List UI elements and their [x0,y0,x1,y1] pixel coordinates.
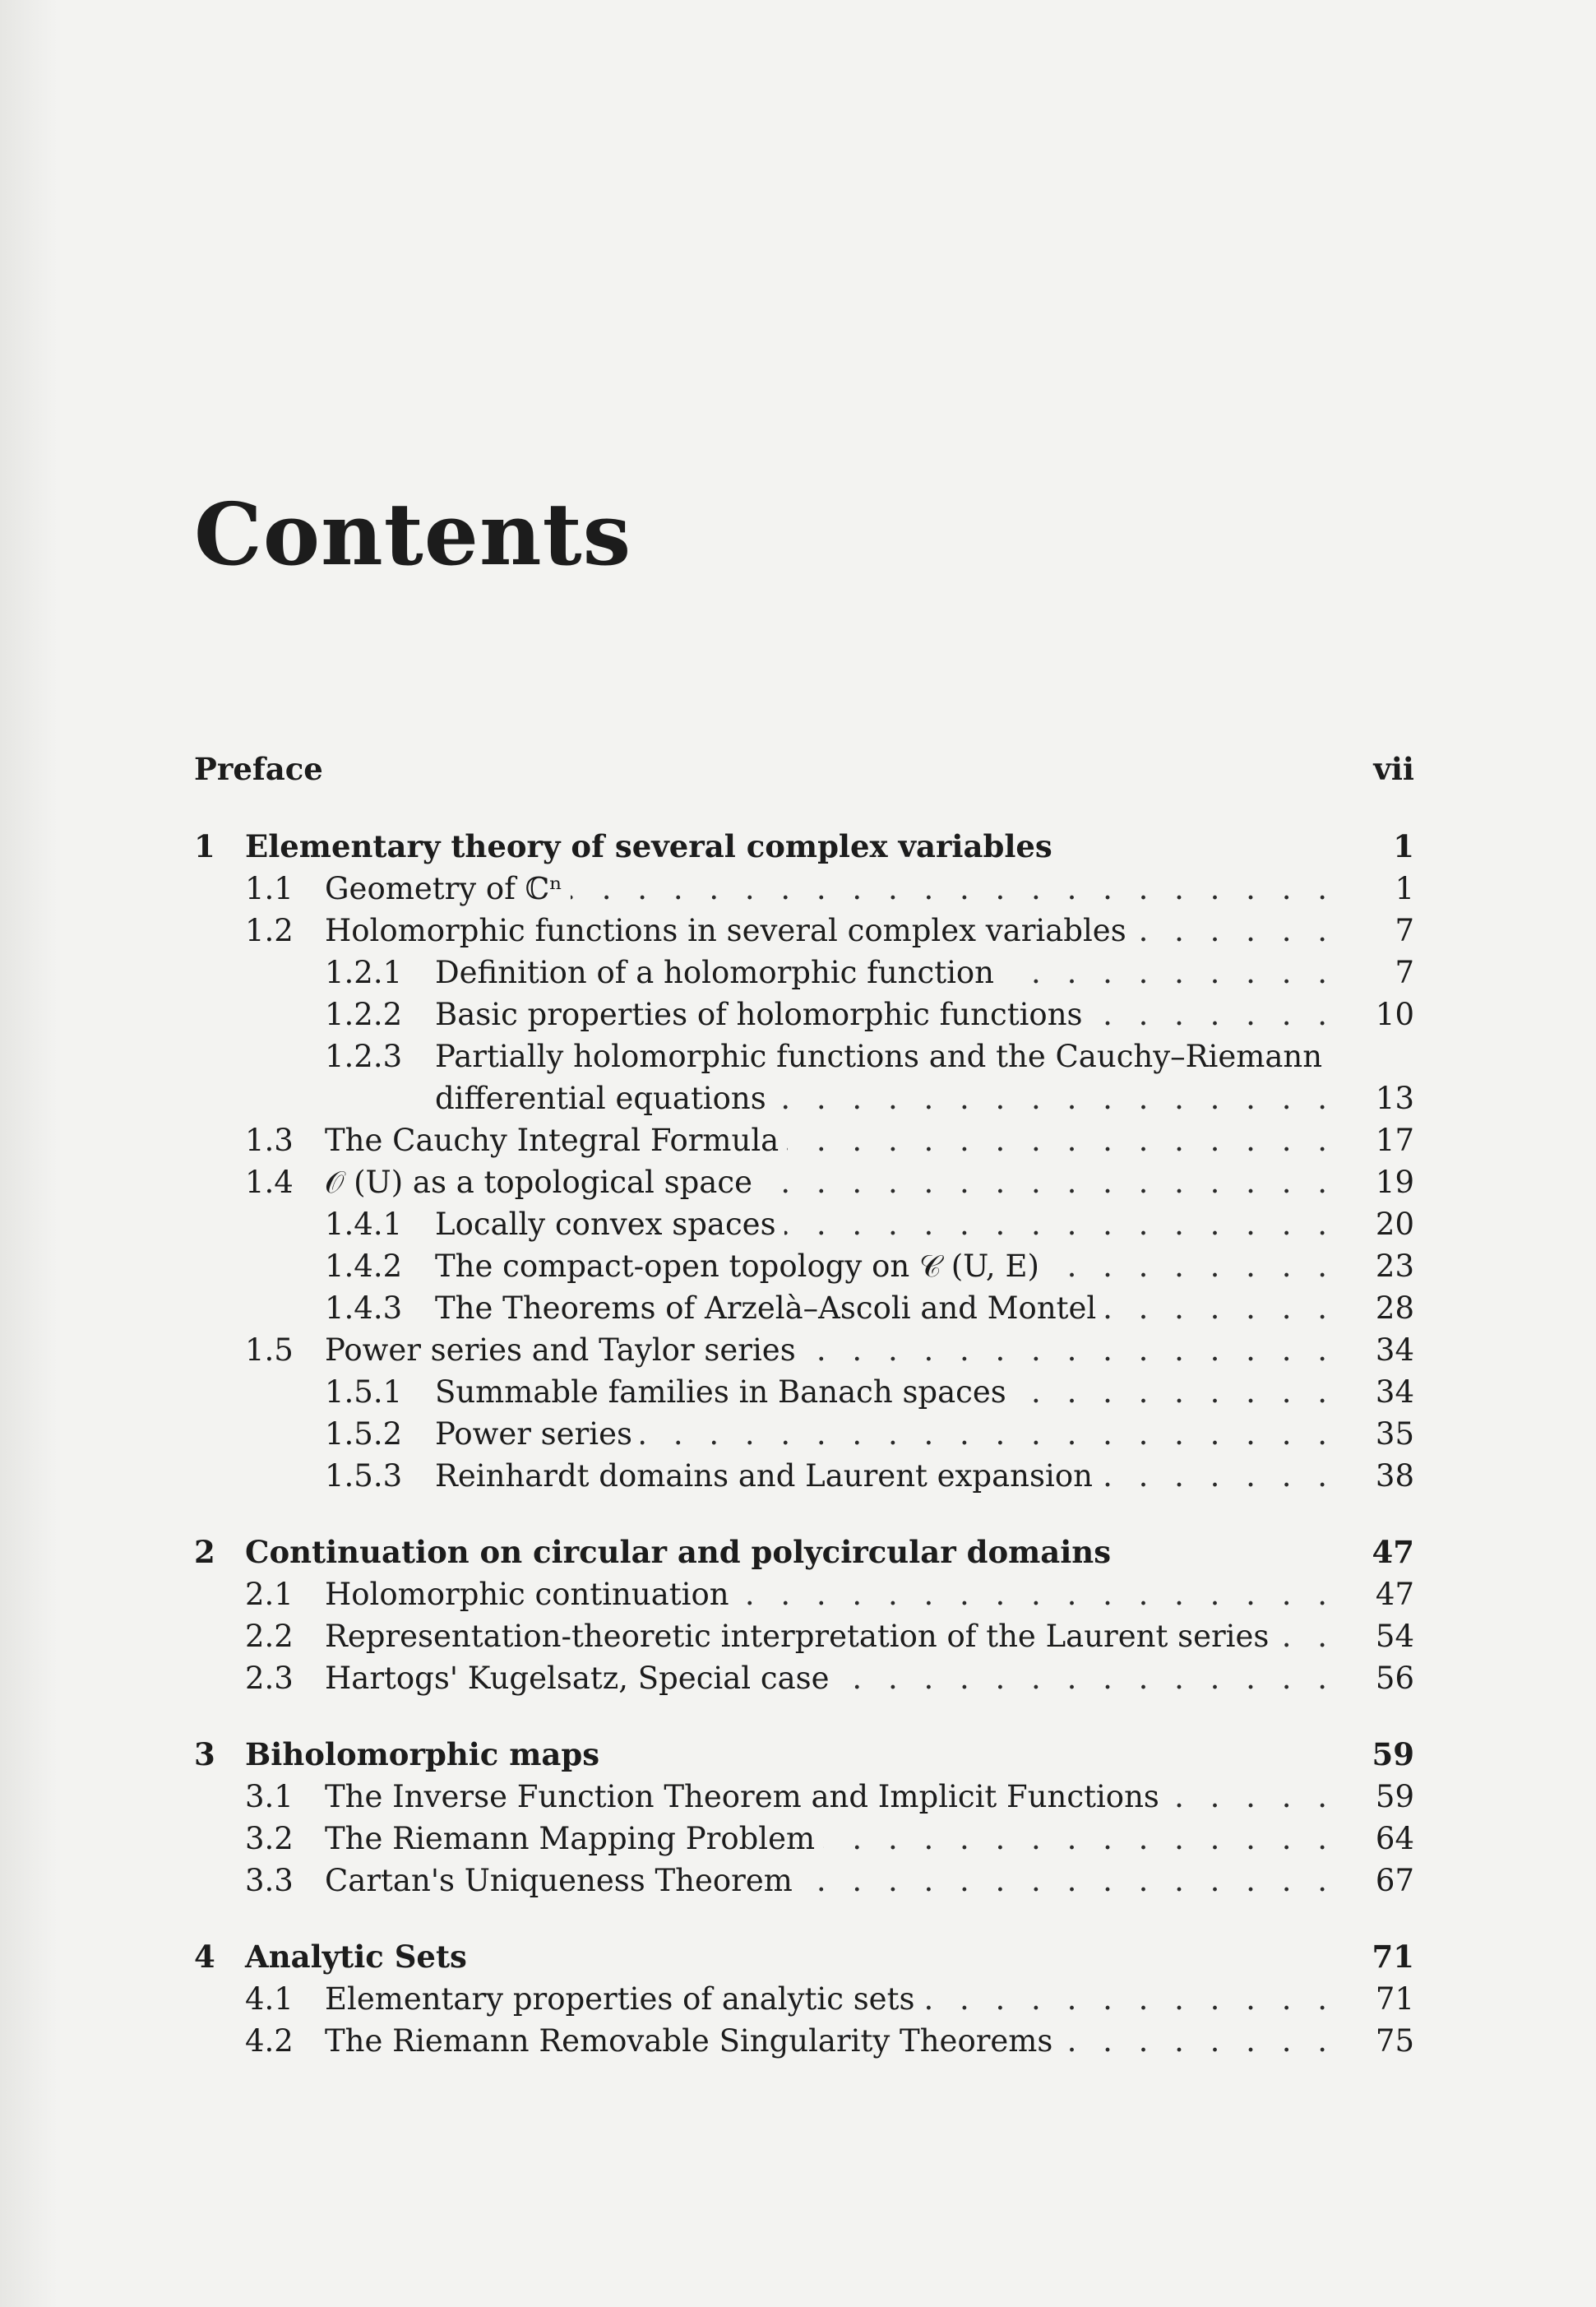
subsection-number: 1.2.2 [325,997,403,1032]
subsection-page: 23 [1375,1248,1414,1284]
page-title: Contents [194,484,632,585]
chapter-page: 59 [1372,1736,1414,1772]
dot-leader [801,1860,1335,1902]
section-page: 47 [1375,1577,1414,1612]
dot-leader [1091,994,1335,1035]
dot-leader [787,1119,1335,1161]
toc-section-2-1[interactable] [194,1573,1414,1615]
subsection-title: Definition of a holomorphic function [435,955,995,990]
subsection-page: 38 [1375,1458,1414,1494]
toc-subsection-1-4-1[interactable] [194,1203,1414,1245]
dot-leader [641,1413,1335,1455]
section-number: 1.3 [245,1123,294,1158]
toc-subsection-1-2-3[interactable] [194,1035,1414,1077]
toc-subsection-1-5-3[interactable] [194,1455,1414,1497]
section-title: Elementary properties of analytic sets [325,1981,915,2017]
section-title: Representation-theoretic interpretation of the Laurent series [325,1619,1270,1654]
section-page: 17 [1375,1123,1414,1158]
dot-leader [804,1329,1335,1371]
section-title: 𝒪 (U) as a topological space [325,1165,752,1200]
section-title: The Riemann Removable Singularity Theorems [325,2023,1053,2059]
toc-section-2-2[interactable] [194,1615,1414,1657]
toc-subsection-1-2-3-continued[interactable] [194,1077,1414,1119]
dot-leader [1002,952,1335,994]
subsection-number: 1.4.1 [325,1207,403,1242]
subsection-number: 1.4.3 [325,1290,403,1326]
subsection-title: Summable families in Banach spaces [435,1374,1006,1410]
toc-subsection-1-4-2[interactable] [194,1245,1414,1287]
section-page: 54 [1375,1619,1414,1654]
subsection-number: 1.2.3 [325,1039,403,1074]
toc-preface-title: Preface [194,751,323,787]
subsection-page: 35 [1375,1416,1414,1452]
section-page: 64 [1375,1821,1414,1856]
section-title: Power series and Taylor series [325,1332,796,1368]
subsection-title-continued: differential equations [435,1081,766,1116]
dot-leader [923,1978,1335,2020]
chapter-title: Biholomorphic maps [245,1736,600,1772]
toc-chapter-3[interactable] [194,1734,1414,1776]
section-number: 3.1 [245,1779,294,1814]
dot-leader [784,1203,1335,1245]
subsection-number: 1.5.3 [325,1458,403,1494]
toc-subsection-1-4-3[interactable] [194,1287,1414,1329]
dot-leader [571,868,1335,910]
section-page: 34 [1375,1332,1414,1368]
section-title: The Cauchy Integral Formula [325,1123,779,1158]
section-page: 75 [1375,2023,1414,2059]
section-title: Cartan's Uniqueness Theorem [325,1863,793,1898]
dot-leader [1277,1615,1335,1657]
dot-leader [1048,1245,1335,1287]
toc-section-2-3[interactable] [194,1657,1414,1699]
dot-leader [838,1657,1335,1699]
section-title: The Inverse Function Theorem and Implicit Functions [325,1779,1159,1814]
subsection-title: Partially holomorphic functions and the Cauchy–Riemann [435,1039,1323,1074]
subsection-number: 1.2.1 [325,955,403,990]
toc-subsection-1-5-1[interactable] [194,1371,1414,1413]
subsection-title: The compact-open topology on 𝒞 (U, E) [435,1248,1039,1284]
section-title: The Riemann Mapping Problem [325,1821,816,1856]
section-number: 2.3 [245,1661,294,1696]
toc-subsection-1-5-2[interactable] [194,1413,1414,1455]
toc-preface[interactable] [194,748,1414,790]
section-page: 71 [1375,1981,1414,2017]
subsection-number: 1.4.2 [325,1248,403,1284]
subsection-title: Basic properties of holomorphic functions [435,997,1083,1032]
toc-section-1-4[interactable] [194,1161,1414,1203]
section-number: 1.1 [245,871,294,906]
dot-leader [775,1077,1335,1119]
chapter-title: Continuation on circular and polycircular domains [245,1534,1112,1570]
chapter-number: 1 [194,828,215,864]
section-number: 4.1 [245,1981,294,2017]
chapter-number: 3 [194,1736,215,1772]
subsection-page: 10 [1375,997,1414,1032]
section-page: 56 [1375,1661,1414,1696]
dot-leader [761,1161,1335,1203]
toc-chapter-1[interactable] [194,826,1414,868]
dot-leader [1101,1455,1335,1497]
toc-section-3-3[interactable] [194,1860,1414,1902]
subsection-title: Reinhardt domains and Laurent expansion [435,1458,1093,1494]
section-number: 2.2 [245,1619,294,1654]
chapter-page: 47 [1372,1534,1414,1570]
section-title: Geometry of ℂⁿ [325,871,563,906]
dot-leader [1104,1287,1335,1329]
chapter-page: 71 [1372,1939,1414,1975]
toc-preface-page: vii [1373,751,1414,787]
subsection-page: 34 [1375,1374,1414,1410]
subsection-title: The Theorems of Arzelà–Ascoli and Montel [435,1290,1097,1326]
toc-chapter-4[interactable] [194,1936,1414,1978]
section-page: 59 [1375,1779,1414,1814]
section-number: 2.1 [245,1577,294,1612]
section-number: 4.2 [245,2023,294,2059]
toc-subsection-1-2-2[interactable] [194,994,1414,1035]
subsection-page: 7 [1395,955,1414,990]
toc-subsection-1-2-1[interactable] [194,952,1414,994]
toc-section-1-2[interactable] [194,910,1414,952]
dot-leader [1015,1371,1335,1413]
section-title: Holomorphic continuation [325,1577,729,1612]
chapter-number: 4 [194,1939,215,1975]
toc-chapter-2[interactable] [194,1531,1414,1573]
chapter-number: 2 [194,1534,215,1570]
section-number: 1.4 [245,1165,294,1200]
section-page: 1 [1395,871,1414,906]
dot-leader [1135,910,1335,952]
section-page: 19 [1375,1165,1414,1200]
page-edge-shadow [0,0,58,2307]
toc-section-4-2[interactable] [194,2020,1414,2062]
dot-leader [823,1818,1335,1860]
section-number: 1.5 [245,1332,294,1368]
table-of-contents [194,748,1414,2062]
toc-section-1-3[interactable] [194,1119,1414,1161]
chapter-title: Elementary theory of several complex variables [245,828,1052,864]
section-title: Holomorphic functions in several complex variables [325,913,1126,948]
section-number: 1.2 [245,913,294,948]
toc-section-1-1[interactable] [194,868,1414,910]
dot-leader [1168,1776,1335,1818]
dot-leader [738,1573,1335,1615]
section-number: 3.2 [245,1821,294,1856]
subsection-page: 20 [1375,1207,1414,1242]
section-page: 7 [1395,913,1414,948]
subsection-page: 13 [1375,1081,1414,1116]
subsection-title: Power series [435,1416,632,1452]
toc-section-4-1[interactable] [194,1978,1414,2020]
subsection-number: 1.5.1 [325,1374,403,1410]
dot-leader [1061,2020,1335,2062]
toc-section-1-5[interactable] [194,1329,1414,1371]
subsection-title: Locally convex spaces [435,1207,776,1242]
section-number: 3.3 [245,1863,294,1898]
section-page: 67 [1375,1863,1414,1898]
subsection-page: 28 [1375,1290,1414,1326]
chapter-title: Analytic Sets [245,1939,467,1975]
section-title: Hartogs' Kugelsatz, Special case [325,1661,830,1696]
toc-section-3-2[interactable] [194,1818,1414,1860]
subsection-number: 1.5.2 [325,1416,403,1452]
toc-section-3-1[interactable] [194,1776,1414,1818]
chapter-page: 1 [1393,828,1414,864]
